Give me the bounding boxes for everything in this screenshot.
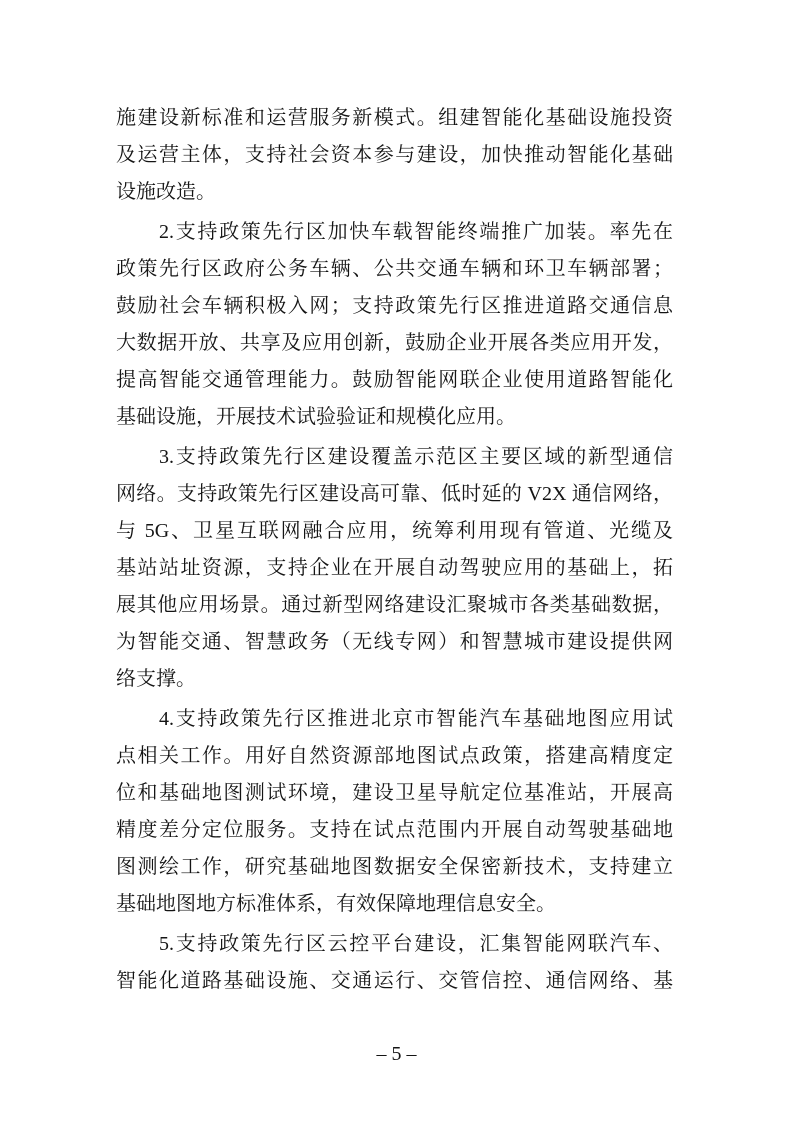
text-line: 提高智能交通管理能力。鼓励智能网联企业使用道路智能化: [116, 369, 673, 391]
text-line: 图测绘工作，研究基础地图数据安全保密新技术，支持建立: [116, 856, 673, 878]
text-line: 为智能交通、智慧政务（无线专网）和智慧城市建设提供网: [116, 631, 673, 653]
body-text: [116, 100, 673, 1000]
text-line: 基站站址资源，支持企业在开展自动驾驶应用的基础上，拓: [116, 557, 673, 579]
paragraph: [116, 214, 673, 436]
text-line: 2.支持政策先行区加快车载智能终端推广加装。率先在: [159, 221, 673, 243]
paragraph: [116, 100, 673, 211]
text-line: 网络。支持政策先行区建设高可靠、低时延的 V2X 通信网络，: [116, 483, 673, 505]
text-line: 基础设施，开展技术试验验证和规模化应用。: [116, 406, 516, 428]
text-line: 基础地图地方标准体系，有效保障地理信息安全。: [116, 893, 556, 915]
text-line: 点相关工作。用好自然资源部地图试点政策，搭建高精度定: [116, 745, 673, 767]
text-line: 3.支持政策先行区建设覆盖示范区主要区域的新型通信: [159, 446, 673, 468]
text-line: 政策先行区政府公务车辆、公共交通车辆和环卫车辆部署；: [116, 258, 673, 280]
text-line: 及运营主体，支持社会资本参与建设，加快推动智能化基础: [116, 144, 673, 166]
text-line: 与 5G、卫星互联网融合应用，统筹利用现有管道、光缆及: [116, 520, 673, 542]
text-line: 展其他应用场景。通过新型网络建设汇聚城市各类基础数据，: [116, 594, 673, 616]
text-line: 施建设新标准和运营服务新模式。组建智能化基础设施投资: [116, 107, 673, 129]
paragraph: [116, 439, 673, 698]
text-line: 位和基础地图测试环境，建设卫星导航定位基准站，开展高: [116, 782, 673, 804]
text-line: 络支撑。: [116, 668, 196, 690]
text-line: 设施改造。: [116, 181, 216, 203]
text-line: 5.支持政策先行区云控平台建设，汇集智能网联汽车、: [159, 933, 673, 955]
paragraph: [116, 926, 673, 1000]
text-line: 鼓励社会车辆积极入网；支持政策先行区推进道路交通信息: [116, 295, 673, 317]
text-line: 大数据开放、共享及应用创新，鼓励企业开展各类应用开发，: [116, 332, 673, 354]
text-line: 智能化道路基础设施、交通运行、交管信控、通信网络、基: [116, 970, 673, 992]
page-number: – 5 –: [376, 1043, 417, 1065]
text-line: 精度差分定位服务。支持在试点范围内开展自动驾驶基础地: [116, 819, 673, 841]
text-line: 4.支持政策先行区推进北京市智能汽车基础地图应用试: [159, 708, 673, 730]
paragraph: [116, 701, 673, 923]
